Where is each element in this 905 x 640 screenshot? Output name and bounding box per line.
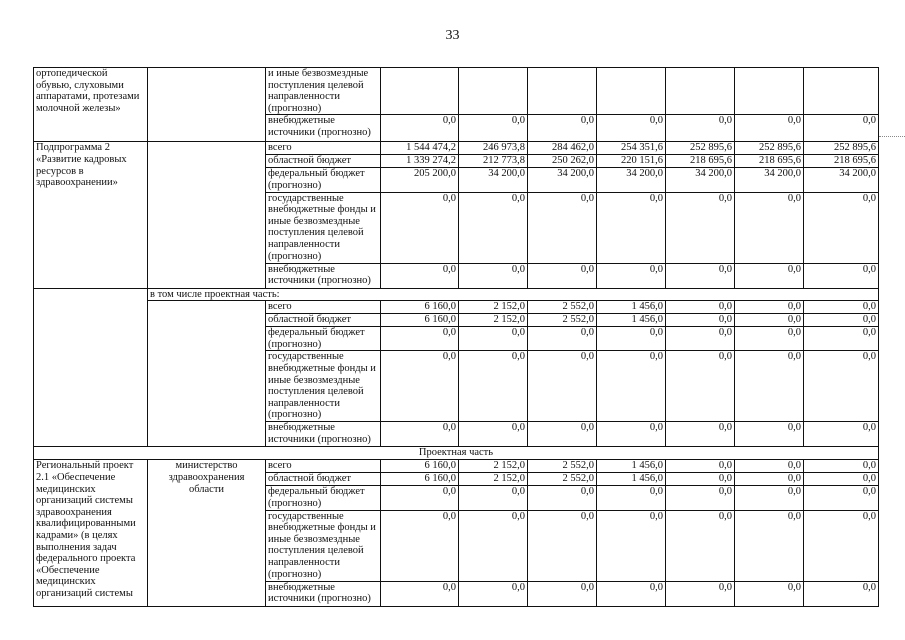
value-cell: 0,0 (459, 581, 528, 606)
value-cell: 0,0 (735, 510, 804, 581)
source-label: областной бюджет (266, 473, 381, 486)
value-cell: 0,0 (804, 115, 879, 142)
value-cell: 0,0 (666, 422, 735, 447)
scan-artifact-line (879, 136, 905, 137)
value-cell (666, 68, 735, 115)
source-label: государственные внебюджетные фонды и иные безвозмездные поступления целевой направленности (прогнозно) (266, 351, 381, 422)
value-cell: 34 200,0 (459, 168, 528, 192)
source-label: всего (266, 301, 381, 314)
value-cell: 0,0 (528, 115, 597, 142)
table-row (34, 142, 879, 155)
source-label: внебюджетные источники (прогнозно) (266, 263, 381, 288)
value-cell: 0,0 (528, 581, 597, 606)
value-cell: 2 152,0 (459, 473, 528, 486)
value-cell: 0,0 (735, 263, 804, 288)
value-cell: 0,0 (804, 301, 879, 314)
value-cell: 2 152,0 (459, 460, 528, 473)
value-cell: 6 160,0 (381, 314, 459, 327)
table-row (34, 460, 879, 473)
responsible-cell (148, 68, 266, 142)
value-cell: 0,0 (735, 351, 804, 422)
value-cell: 0,0 (381, 327, 459, 351)
value-cell: 0,0 (804, 460, 879, 473)
value-cell: 0,0 (381, 192, 459, 263)
value-cell: 0,0 (666, 192, 735, 263)
value-cell: 6 160,0 (381, 473, 459, 486)
program-name-cell: ортопедической обувью, слуховыми аппаратами, протезами молочной железы» (34, 68, 148, 142)
value-cell: 0,0 (597, 510, 666, 581)
table-row (34, 68, 879, 115)
value-cell: 2 152,0 (459, 314, 528, 327)
value-cell: 34 200,0 (528, 168, 597, 192)
value-cell: 212 773,8 (459, 155, 528, 168)
value-cell: 0,0 (381, 115, 459, 142)
value-cell: 254 351,6 (597, 142, 666, 155)
value-cell: 34 200,0 (666, 168, 735, 192)
value-cell: 0,0 (528, 192, 597, 263)
program-name-cell: Подпрограмма 2 «Развитие кадровых ресурсов в здравоохранении» (34, 142, 148, 288)
value-cell: 1 544 474,2 (381, 142, 459, 155)
value-cell: 6 160,0 (381, 460, 459, 473)
value-cell: 252 895,6 (666, 142, 735, 155)
value-cell: 0,0 (804, 314, 879, 327)
value-cell: 0,0 (804, 510, 879, 581)
source-label: федеральный бюджет (прогнозно) (266, 486, 381, 510)
value-cell: 220 151,6 (597, 155, 666, 168)
value-cell: 0,0 (666, 460, 735, 473)
value-cell: 2 552,0 (528, 473, 597, 486)
value-cell (528, 68, 597, 115)
value-cell: 1 456,0 (597, 314, 666, 327)
value-cell: 0,0 (459, 351, 528, 422)
value-cell: 0,0 (597, 351, 666, 422)
value-cell: 0,0 (597, 581, 666, 606)
source-label: областной бюджет (266, 314, 381, 327)
value-cell: 246 973,8 (459, 142, 528, 155)
value-cell: 6 160,0 (381, 301, 459, 314)
value-cell: 0,0 (597, 263, 666, 288)
empty-responsible-cell (148, 301, 266, 447)
value-cell: 0,0 (381, 351, 459, 422)
value-cell: 0,0 (804, 263, 879, 288)
value-cell: 0,0 (735, 192, 804, 263)
value-cell: 218 695,6 (666, 155, 735, 168)
value-cell: 0,0 (804, 486, 879, 510)
value-cell: 0,0 (528, 486, 597, 510)
value-cell: 0,0 (804, 581, 879, 606)
value-cell: 0,0 (459, 510, 528, 581)
value-cell: 0,0 (459, 115, 528, 142)
value-cell: 0,0 (528, 351, 597, 422)
value-cell (735, 68, 804, 115)
value-cell: 1 456,0 (597, 460, 666, 473)
section-heading: Проектная часть (34, 447, 879, 460)
value-cell: 0,0 (597, 327, 666, 351)
source-label: федеральный бюджет (прогнозно) (266, 168, 381, 192)
value-cell: 252 895,6 (735, 142, 804, 155)
value-cell: 34 200,0 (804, 168, 879, 192)
separator-row (34, 288, 879, 301)
value-cell: 0,0 (735, 486, 804, 510)
value-cell: 0,0 (735, 422, 804, 447)
source-label: государственные внебюджетные фонды и иные безвозмездные поступления целевой направленности (прогнозно) (266, 510, 381, 581)
value-cell: 218 695,6 (735, 155, 804, 168)
value-cell: 0,0 (459, 422, 528, 447)
responsible-cell: министерство здравоохранения области (148, 460, 266, 606)
value-cell (804, 68, 879, 115)
value-cell: 205 200,0 (381, 168, 459, 192)
value-cell: 0,0 (666, 314, 735, 327)
separator-label: в том числе проектная часть: (148, 288, 879, 301)
value-cell: 0,0 (381, 581, 459, 606)
value-cell: 0,0 (735, 314, 804, 327)
value-cell: 0,0 (804, 351, 879, 422)
value-cell: 0,0 (597, 486, 666, 510)
empty-name-cell (34, 288, 148, 447)
value-cell: 0,0 (381, 263, 459, 288)
value-cell: 2 552,0 (528, 460, 597, 473)
value-cell: 0,0 (459, 486, 528, 510)
value-cell: 34 200,0 (597, 168, 666, 192)
value-cell: 0,0 (804, 422, 879, 447)
value-cell: 0,0 (459, 327, 528, 351)
value-cell: 0,0 (528, 327, 597, 351)
value-cell: 0,0 (528, 510, 597, 581)
value-cell: 0,0 (666, 581, 735, 606)
source-label: внебюджетные источники (прогнозно) (266, 581, 381, 606)
value-cell: 0,0 (528, 422, 597, 447)
value-cell: 0,0 (666, 301, 735, 314)
value-cell (381, 68, 459, 115)
value-cell: 0,0 (528, 263, 597, 288)
page-number: 33 (445, 28, 460, 43)
value-cell: 0,0 (804, 473, 879, 486)
value-cell: 0,0 (735, 473, 804, 486)
source-label: внебюджетные источники (прогнозно) (266, 422, 381, 447)
budget-table (33, 67, 879, 607)
value-cell: 0,0 (381, 510, 459, 581)
value-cell: 0,0 (666, 351, 735, 422)
value-cell: 2 552,0 (528, 301, 597, 314)
source-label: государственные внебюджетные фонды и иные безвозмездные поступления целевой направленности (прогнозно) (266, 192, 381, 263)
value-cell: 250 262,0 (528, 155, 597, 168)
value-cell: 0,0 (735, 460, 804, 473)
value-cell: 0,0 (735, 115, 804, 142)
value-cell: 0,0 (597, 192, 666, 263)
value-cell: 0,0 (804, 192, 879, 263)
source-label: и иные безвозмездные поступления целевой направленности (прогнозно) (266, 68, 381, 115)
value-cell: 252 895,6 (804, 142, 879, 155)
value-cell: 2 152,0 (459, 301, 528, 314)
value-cell: 0,0 (735, 327, 804, 351)
source-label: областной бюджет (266, 155, 381, 168)
value-cell (597, 68, 666, 115)
value-cell: 0,0 (666, 115, 735, 142)
value-cell: 0,0 (666, 327, 735, 351)
budget-table-body (34, 68, 879, 607)
value-cell: 0,0 (666, 486, 735, 510)
source-label: федеральный бюджет (прогнозно) (266, 327, 381, 351)
value-cell: 0,0 (804, 327, 879, 351)
program-name-cell: Региональный проект 2.1 «Обеспечение медицинских организаций системы здравоохранения квалифицированными кадрами» (в целях выполнения задач федерального проекта «Обеспечение медицинских организаций системы (34, 460, 148, 606)
value-cell: 0,0 (666, 510, 735, 581)
value-cell: 0,0 (381, 422, 459, 447)
value-cell: 1 456,0 (597, 473, 666, 486)
value-cell: 2 552,0 (528, 314, 597, 327)
value-cell: 218 695,6 (804, 155, 879, 168)
value-cell: 0,0 (735, 301, 804, 314)
value-cell: 0,0 (381, 486, 459, 510)
value-cell: 284 462,0 (528, 142, 597, 155)
value-cell: 0,0 (735, 581, 804, 606)
source-label: внебюджетные источники (прогнозно) (266, 115, 381, 142)
value-cell: 0,0 (459, 192, 528, 263)
value-cell: 0,0 (459, 263, 528, 288)
value-cell (459, 68, 528, 115)
value-cell: 0,0 (597, 422, 666, 447)
value-cell: 0,0 (666, 263, 735, 288)
value-cell: 0,0 (597, 115, 666, 142)
value-cell: 1 339 274,2 (381, 155, 459, 168)
value-cell: 34 200,0 (735, 168, 804, 192)
section-heading-row (34, 447, 879, 460)
source-label: всего (266, 142, 381, 155)
value-cell: 1 456,0 (597, 301, 666, 314)
responsible-cell (148, 142, 266, 288)
table-row (34, 301, 879, 314)
value-cell: 0,0 (666, 473, 735, 486)
source-label: всего (266, 460, 381, 473)
